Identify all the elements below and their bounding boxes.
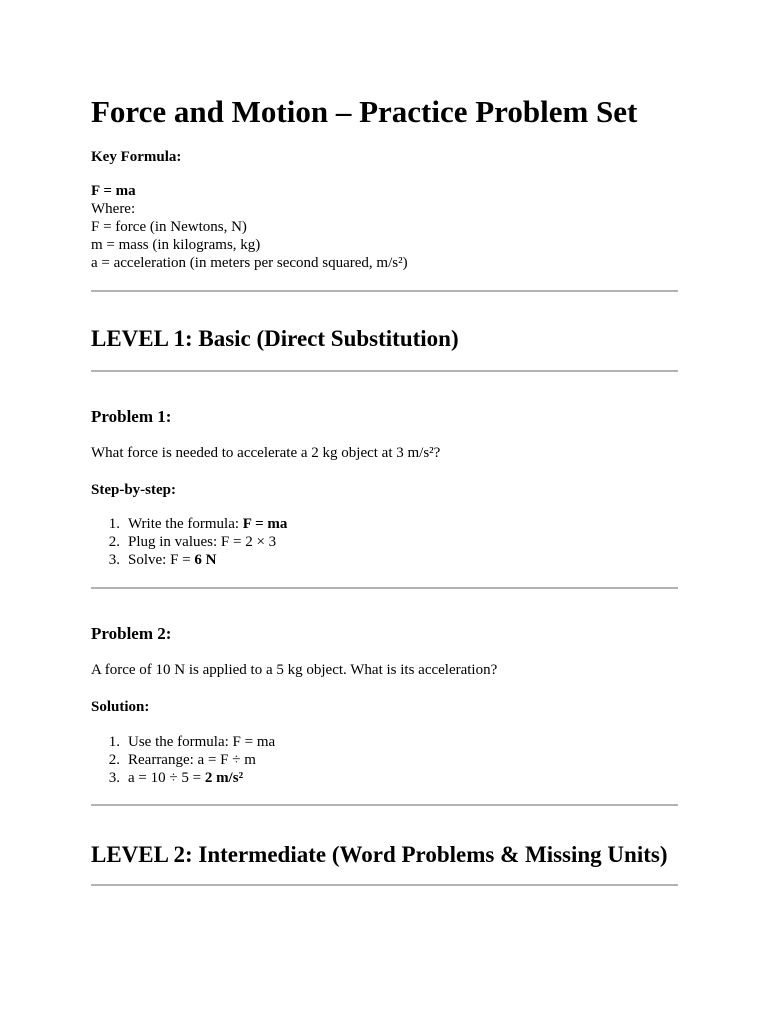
- problem2-solution-heading: Solution:: [91, 699, 150, 715]
- list-item: [91, 733, 275, 751]
- list-item: [91, 751, 275, 769]
- problem1-question: What force is needed to accelerate a 2 kg object at 3 m/s²?: [91, 445, 441, 461]
- step-text: a = 10 ÷ 5 =: [128, 770, 205, 786]
- step-text: Use the formula: F = ma: [128, 734, 276, 750]
- problem1-heading: Problem 1:: [91, 407, 172, 426]
- problem2-heading: Problem 2:: [91, 624, 172, 643]
- section-divider: [91, 884, 678, 886]
- step-number: 1.: [108, 734, 120, 750]
- step-bold: 2 m/s²: [204, 770, 244, 786]
- list-item: [91, 533, 287, 551]
- definition-mass: m = mass (in kilograms, kg): [91, 237, 261, 253]
- page-title: Force and Motion – Practice Problem Set: [91, 94, 638, 129]
- key-formula-block: [91, 182, 408, 272]
- step-bold: F = ma: [242, 516, 288, 532]
- step-bold: 6 N: [194, 552, 217, 568]
- step-number: 3.: [108, 770, 120, 786]
- step-number: 3.: [108, 552, 120, 568]
- definition-acceleration: a = acceleration (in meters per second squared, m/s²): [91, 255, 408, 271]
- problem2-question: A force of 10 N is applied to a 5 kg object. What is its acceleration?: [91, 662, 498, 678]
- problem2-steps-list: [91, 733, 275, 787]
- step-text: Plug in values: F = 2 × 3: [128, 534, 277, 550]
- level2-heading: LEVEL 2: Intermediate (Word Problems & Missing Units): [91, 842, 668, 867]
- step-text: Rearrange: a = F ÷ m: [128, 752, 256, 768]
- section-divider: [91, 290, 678, 292]
- step-number: 1.: [108, 516, 120, 532]
- definition-force: F = force (in Newtons, N): [91, 219, 247, 235]
- section-divider: [91, 370, 678, 372]
- step-text: Solve: F =: [128, 552, 195, 568]
- problem1-steps-heading: Step-by-step:: [91, 482, 176, 498]
- step-text: Write the formula:: [128, 516, 243, 532]
- section-divider: [91, 587, 678, 589]
- list-item: [91, 769, 275, 787]
- step-number: 2.: [108, 752, 120, 768]
- step-number: 2.: [108, 534, 120, 550]
- key-formula-heading: Key Formula:: [91, 149, 182, 165]
- level1-heading: LEVEL 1: Basic (Direct Substitution): [91, 326, 459, 351]
- where-label: Where:: [91, 201, 136, 217]
- list-item: [91, 515, 287, 533]
- problem1-steps-list: [91, 515, 287, 569]
- section-divider: [91, 804, 678, 806]
- key-formula: F = ma: [91, 183, 136, 199]
- list-item: [91, 551, 287, 569]
